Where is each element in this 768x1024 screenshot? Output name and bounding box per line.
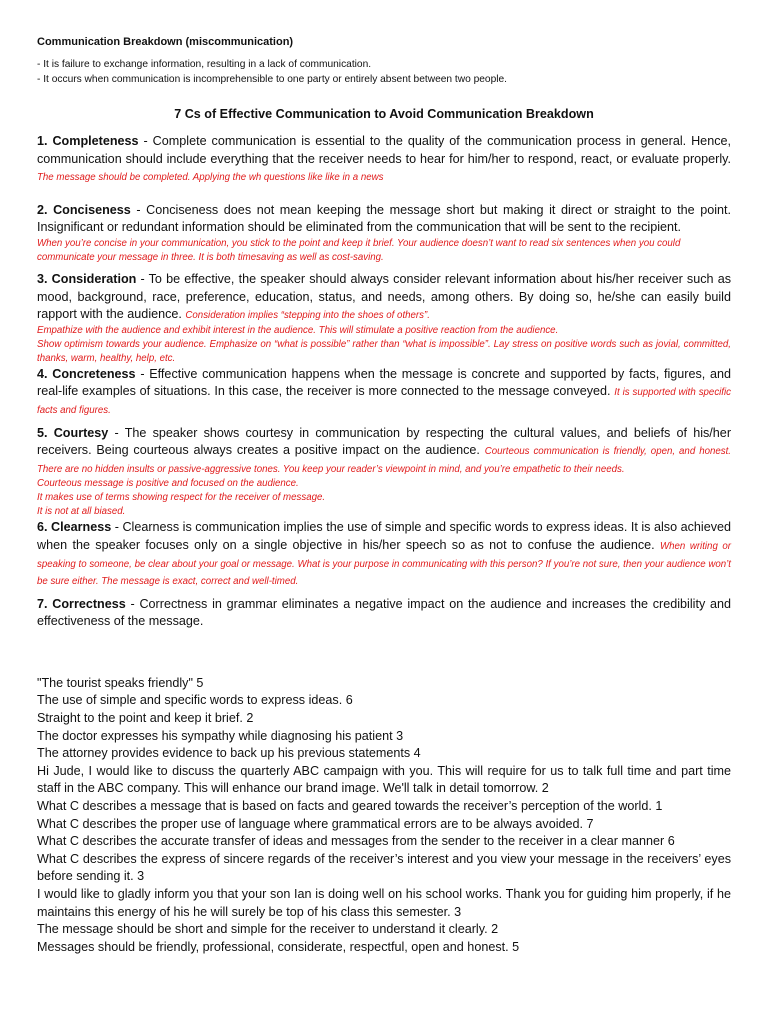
item-text: - Conciseness does not mean keeping the message short but making it direct or straight to the point. Insignificant or redundant information should be eliminated from the communication that will be sent to the recipient. xyxy=(37,202,731,235)
c-item-correctness xyxy=(37,596,731,631)
list-item: The attorney provides evidence to back up his previous statements 4 xyxy=(37,746,421,761)
item-text: - Effective communication happens when the message is concrete and supported by facts, figures, and real-life examples of situations. In this case, the receiver is more connected to the message conveyed. xyxy=(37,366,732,399)
c-item-clearness xyxy=(37,519,731,589)
item-text: - To be effective, the speaker should always consider relevant information about his/her receiver such as mood, background, race, preference, education, status, and needs, among others. By doing so, he/she can easily build rapport with the audience. xyxy=(37,271,731,322)
item-label: 5. Courtesy xyxy=(37,425,109,440)
item-label: 2. Conciseness xyxy=(37,202,131,217)
list-item: What C describes the proper use of language where grammatical errors are to be always avoided. 7 xyxy=(37,816,594,831)
c-item-courtesy xyxy=(37,425,731,520)
item-note: When you’re concise in your communication, you stick to the point and keep it brief. Your audience doesn’t want to read six sentences when you could communicate your message in three. It is both timesaving as well as cost-saving. xyxy=(37,237,681,263)
list-item: I would like to gladly inform you that your son Ian is doing well on his school works. Thank you for guiding him properly, if he maintains this energy of his he will surely be top of his class this semester. 3 xyxy=(37,887,731,919)
list-item: The message should be short and simple for the receiver to understand it clearly. 2 xyxy=(37,922,499,937)
list-item: "The tourist speaks friendly" 5 xyxy=(37,675,204,690)
item-label: 6. Clearness xyxy=(37,520,112,535)
item-label: 1. Completeness xyxy=(37,134,139,148)
c-item-conciseness xyxy=(37,202,731,265)
question-list xyxy=(37,675,731,957)
item-note: Consideration implies “stepping into the shoes of others”. xyxy=(185,310,430,322)
list-item: The doctor expresses his sympathy while diagnosing his patient 3 xyxy=(37,728,404,743)
item-text: - Correctness in grammar eliminates a negative impact on the audience and increases the credibility and effectiveness of the message. xyxy=(37,596,732,629)
item-note: Empathize with the audience and exhibit interest in the audience. This will stimulate a positive reaction from the audience. xyxy=(37,324,559,336)
item-note: It is supported with specific facts and figures. xyxy=(37,387,731,416)
list-item: Straight to the point and keep it brief. 2 xyxy=(37,711,254,726)
c-item-concreteness xyxy=(37,366,731,419)
item-note: Show optimism towards your audience. Emphasize on “what is possible” rather than “what is impossible”. Lay stress on positive words such as jovial, committed, thanks, warm, healthy, help, etc. xyxy=(37,338,731,364)
item-text: - The speaker shows courtesy in communication by respecting the cultural values, and beliefs of his/her receivers. Being courteous always creates a positive impact on the audience. xyxy=(37,425,732,458)
list-item: The use of simple and specific words to express ideas. 6 xyxy=(37,693,353,708)
document-page xyxy=(37,36,731,956)
item-note: Courteous message is positive and focused on the audience. xyxy=(37,478,299,490)
item-label: 7. Correctness xyxy=(37,596,126,611)
intro-line: - It occurs when communication is incomprehensible to one party or entirely absent between two people. xyxy=(37,74,508,85)
doc-title: Communication Breakdown (miscommunication) xyxy=(37,36,294,48)
item-text: - Clearness is communication implies the use of simple and specific words to express ideas. It is also achieved when the speaker focuses only on a single objective in his/her speech so as not to confuse the audience. xyxy=(37,520,731,552)
intro-line: - It is failure to exchange information, resulting in a lack of communication. xyxy=(37,59,372,70)
c-item-completeness xyxy=(37,133,731,186)
list-item: What C describes a message that is based on facts and geared towards the receiver’s perception of the world. 1 xyxy=(37,799,663,814)
list-item: What C describes the express of sincere regards of the receiver’s interest and you view your message in the receivers’ eyes before sending it. 3 xyxy=(37,851,731,884)
section-heading: 7 Cs of Effective Communication to Avoid Communication Breakdown xyxy=(174,107,594,121)
item-note: It makes use of terms showing respect for the receiver of message. xyxy=(37,492,326,504)
item-label: 3. Consideration xyxy=(37,271,137,286)
list-item: Hi Jude, I would like to discuss the quarterly ABC campaign with you. This will require for us to talk full time and part time staff in the ABC company. This will enhance our brand image. We'll talk in detail tomorrow. 2 xyxy=(37,763,731,796)
list-item: Messages should be friendly, professional, considerate, respectful, open and honest. 5 xyxy=(37,939,520,954)
list-item: What C describes the accurate transfer of ideas and messages from the sender to the receiver in a clear manner 6 xyxy=(37,834,675,849)
item-note: Courteous communication is friendly, open, and honest. There are no hidden insults or passive-aggressive tones. You keep your reader’s viewpoint in mind, and you’re empathetic to their needs. xyxy=(37,446,731,475)
item-text: - Complete communication is essential to the quality of the communication process in general. Hence, communication should include everything that the receiver needs to hear for him/her to respond, react, or evaluate properly. xyxy=(37,134,731,166)
item-label: 4. Concreteness xyxy=(37,366,136,381)
item-note: It is not at all biased. xyxy=(37,506,126,518)
c-item-consideration xyxy=(37,271,731,366)
item-note: When writing or speaking to someone, be clear about your goal or message. What is your purpose in communicating with this person? If you’re not sure, then your audience won’t be sure either. The message is exact, correct and well-timed. xyxy=(37,540,731,588)
item-note: The message should be completed. Applying the wh questions like like in a news xyxy=(37,172,384,184)
